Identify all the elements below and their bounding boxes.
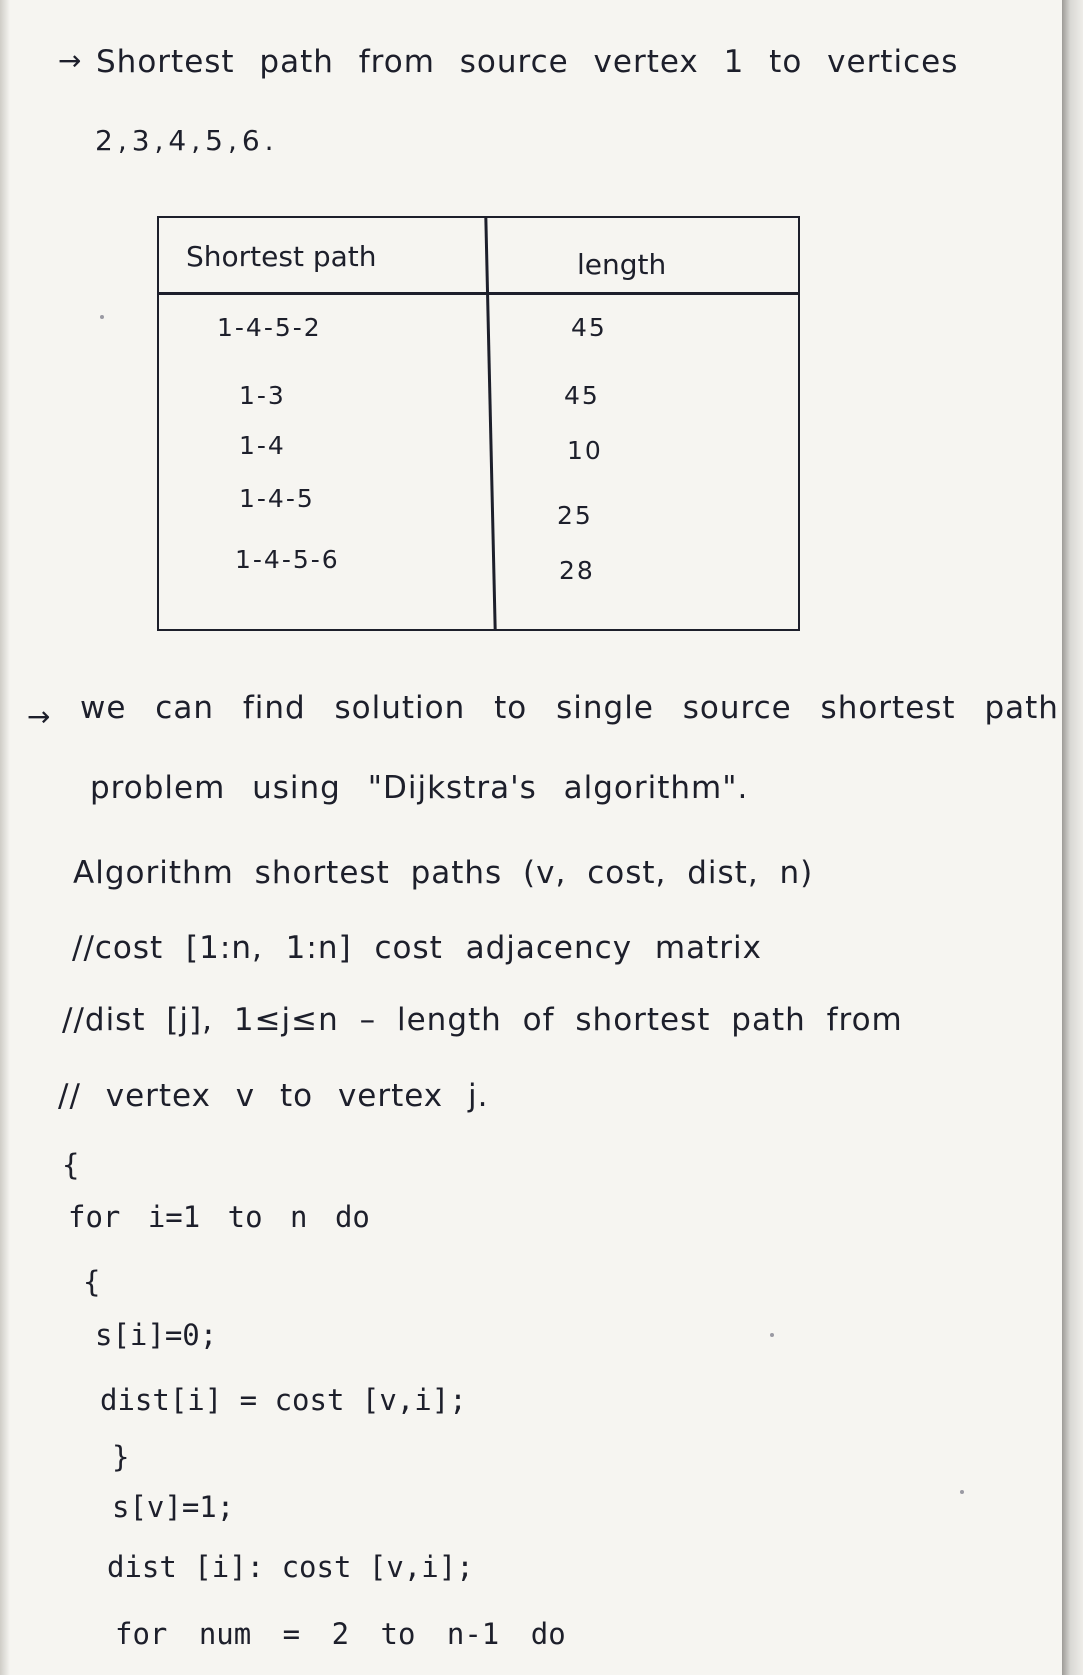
header-length: length xyxy=(577,248,667,281)
for-num-line: for num = 2 to n-1 do xyxy=(115,1617,566,1651)
row-4-path: 1-4-5 xyxy=(239,484,315,513)
header-shortest-path: Shortest path xyxy=(186,240,377,273)
row-4-length: 25 xyxy=(557,501,593,530)
table-header-divider xyxy=(159,292,798,295)
table-column-divider xyxy=(484,218,496,629)
note-line-1: we can find solution to single source shortest path xyxy=(80,690,1059,726)
row-2-length: 45 xyxy=(564,381,600,410)
arrow-icon: → xyxy=(58,44,82,77)
paper-speck xyxy=(770,1333,774,1337)
inner-close-brace: } xyxy=(112,1440,130,1474)
dist-init-line: dist[i] = cost [v,i]; xyxy=(100,1383,467,1417)
row-1-length: 45 xyxy=(571,313,607,342)
for-loop-line: for i=1 to n do xyxy=(68,1200,370,1234)
comment-cost: //cost [1:n, 1:n] cost adjacency matrix xyxy=(72,930,762,966)
inner-open-brace: { xyxy=(83,1265,101,1299)
notebook-binding-edge xyxy=(1062,0,1083,1675)
note-line-2: problem using "Dijkstra's algorithm". xyxy=(90,770,749,806)
row-5-path: 1-4-5-6 xyxy=(235,545,340,574)
paper-speck xyxy=(960,1490,964,1494)
dist-i-line: dist [i]: cost [v,i]; xyxy=(107,1550,474,1584)
s-init-line: s[i]=0; xyxy=(95,1318,218,1352)
intro-line-1: Shortest path from source vertex 1 to vertices xyxy=(96,44,959,80)
shortest-path-table xyxy=(157,216,800,631)
row-5-length: 28 xyxy=(559,556,595,585)
comment-dist: //dist [j], 1≤j≤n – length of shortest path from xyxy=(62,1002,903,1038)
comment-vertex: // vertex v to vertex j. xyxy=(58,1078,489,1114)
row-2-path: 1-3 xyxy=(239,381,286,410)
arrow-icon: → xyxy=(27,700,51,733)
open-brace: { xyxy=(62,1148,80,1182)
row-3-path: 1-4 xyxy=(239,431,286,460)
intro-line-2: 2,3,4,5,6. xyxy=(95,124,279,157)
algorithm-header: Algorithm shortest paths (v, cost, dist, n) xyxy=(73,855,814,891)
row-3-length: 10 xyxy=(567,436,603,465)
row-1-path: 1-4-5-2 xyxy=(217,313,322,342)
s-v-line: s[v]=1; xyxy=(112,1490,235,1524)
paper-speck xyxy=(100,315,104,319)
